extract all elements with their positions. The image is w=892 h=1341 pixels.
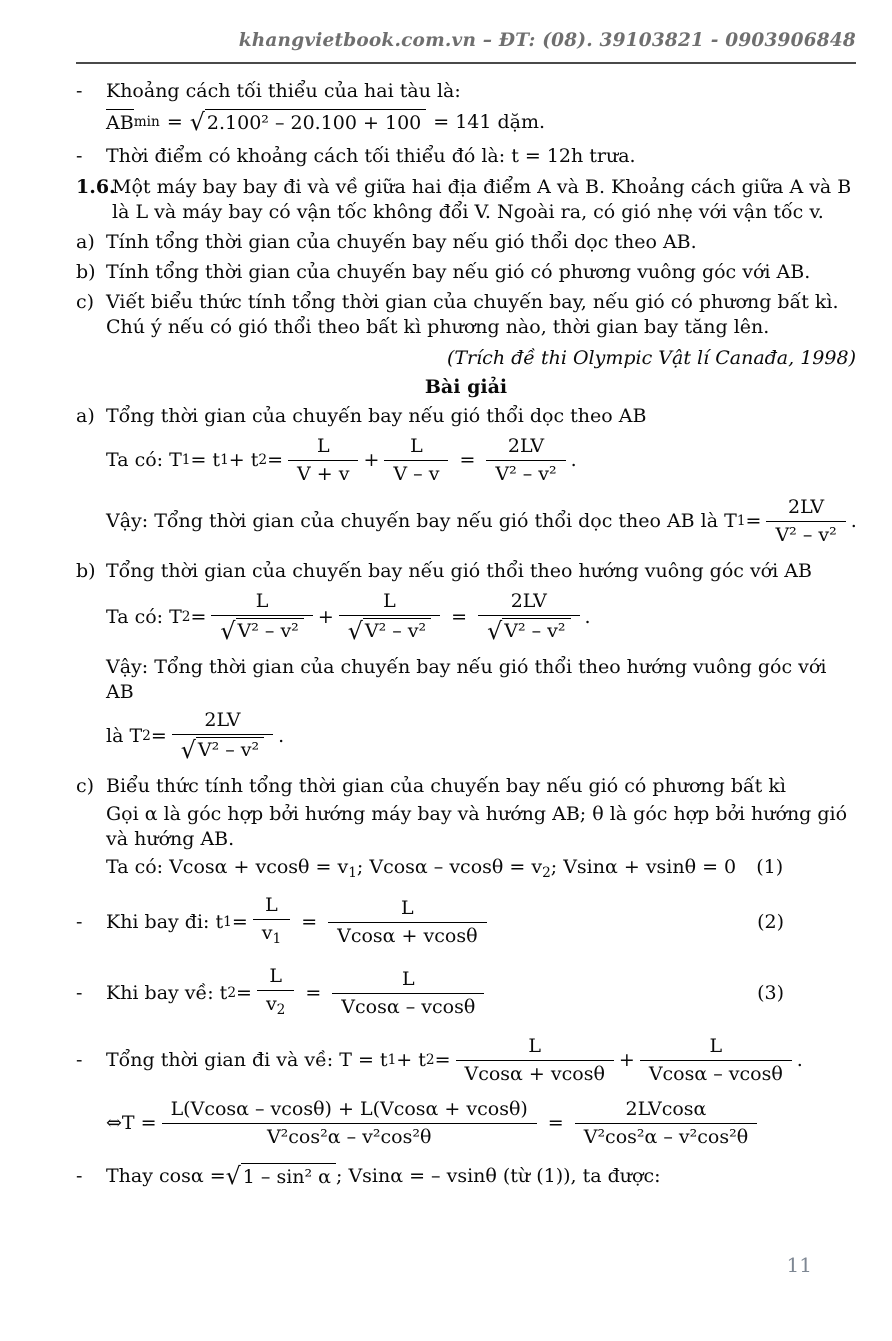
fraction <box>328 897 486 948</box>
equals-sign: = <box>305 981 322 1004</box>
fraction-denominator: V²cos²α – v²cos²θ <box>575 1123 757 1149</box>
row-solution-a-head <box>76 404 856 429</box>
fraction-denominator: V – v <box>384 460 448 486</box>
radicand: 1 – sin² α <box>241 1163 336 1190</box>
radicand: V² – v² <box>502 618 570 643</box>
fraction-numerator: 2LV <box>204 709 241 731</box>
fraction <box>456 1035 614 1086</box>
fraction-numerator: L <box>255 590 269 612</box>
problem-number: 1.6. <box>76 176 116 198</box>
dash-bullet: - <box>76 80 83 102</box>
total-sub: 1 <box>387 1052 397 1069</box>
item-c-label: c) <box>76 291 95 313</box>
equals-sign: = <box>547 1112 564 1135</box>
radical-sign: √ <box>487 617 503 645</box>
equals-sign: = <box>190 606 207 628</box>
fraction <box>172 709 273 764</box>
fraction-denominator <box>339 615 440 645</box>
eq1-mid: ; Vcosα – vcosθ = v <box>356 856 543 878</box>
fraction-denominator <box>253 919 290 951</box>
a-concl-lead: Vậy: Tổng thời gian của chuyến bay nếu gió thổi dọc theo AB là T <box>106 510 737 532</box>
row-substitution <box>76 1163 856 1190</box>
fraction <box>257 965 294 1022</box>
item-c-text: Viết biểu thức tính tổng thời gian của chuyến bay, nếu gió có phương bất kì. Chú ý nếu có gió thổi theo bất kì phương nào, thời gian bay tăng lên. <box>106 291 839 338</box>
equation-tag-1: (1) <box>756 856 784 878</box>
header-site-line: khangvietbook.com.vn – ĐT: (08). 39103821 - 0903906848 <box>238 30 856 51</box>
radical-sign: √ <box>189 108 205 136</box>
fraction <box>211 590 312 645</box>
fraction-denominator <box>211 615 312 645</box>
fraction <box>575 1098 757 1149</box>
radical-sign: √ <box>225 1162 241 1191</box>
plus-sign: + <box>618 1049 635 1072</box>
fraction <box>339 590 440 645</box>
eq1-mid: ; Vsinα + vsinθ = 0 <box>550 856 737 878</box>
fraction <box>766 496 845 547</box>
period: . <box>570 449 577 471</box>
row-source-citation: (Trích đề thi Olympic Vật lí Canađa, 1998) <box>446 347 856 369</box>
page-number: 11 <box>786 1253 812 1277</box>
subst-tail: ; Vsinα = – vsinθ (từ (1)), ta được: <box>336 1165 661 1188</box>
fraction-numerator: L <box>269 964 282 987</box>
row-item-b <box>76 260 856 285</box>
row-a-conclusion <box>106 496 856 547</box>
sqrt-radical <box>220 618 303 644</box>
back-sub: 2 <box>227 984 237 1001</box>
b-concl-lead: là T <box>106 725 143 747</box>
period: . <box>796 1049 803 1072</box>
denominator-base: v <box>261 921 273 944</box>
denominator-sub: 2 <box>276 1001 286 1018</box>
fraction-numerator: L <box>316 435 330 457</box>
t1-sub: 1 <box>220 452 229 468</box>
ab-result: = 141 dặm. <box>433 111 546 133</box>
fraction-denominator: V² – v² <box>486 460 565 486</box>
row-solution-b-head <box>76 559 856 584</box>
fraction-denominator: Vcosα – vcosθ <box>640 1060 792 1086</box>
row-ab-formula <box>106 109 856 136</box>
ab-subscript: min <box>133 114 160 130</box>
row-t1-formula <box>106 435 856 486</box>
radical-sign: √ <box>180 736 196 764</box>
plus-sign: + <box>363 449 380 471</box>
equals-sign: = <box>301 910 318 933</box>
a-concl-sub: 1 <box>736 513 746 529</box>
equals-sign: = <box>231 910 248 933</box>
fraction-numerator: L <box>401 896 414 919</box>
radical-sign: √ <box>347 617 363 645</box>
fraction-denominator <box>478 615 579 645</box>
radicand: V² – v² <box>236 618 304 643</box>
denominator-base: v <box>265 992 277 1015</box>
row-equivalence <box>106 1098 856 1149</box>
solution-a-label: a) <box>76 405 95 427</box>
row-total-time <box>76 1035 856 1086</box>
plus-sign: + <box>317 606 334 628</box>
row-item-a <box>76 230 856 255</box>
equals-sign: = <box>150 725 167 747</box>
subst-lead: Thay cosα = <box>106 1165 226 1188</box>
equals-sign: = <box>459 449 476 471</box>
dash-bullet: - <box>76 910 83 933</box>
radical-sign: √ <box>220 617 236 645</box>
dash-bullet: - <box>76 1165 83 1188</box>
radicand: V² – v² <box>363 618 431 643</box>
period: . <box>278 725 285 747</box>
denominator-sub: 1 <box>272 930 282 947</box>
equation-tag-3: (3) <box>757 981 784 1004</box>
fraction <box>486 435 565 486</box>
row-problem-1-6 <box>76 175 856 225</box>
b-concl-sub: 2 <box>142 728 151 744</box>
eq1-lead: Ta có: Vcosα + vcosθ = v <box>106 856 349 878</box>
fraction-denominator: Vcosα + vcosθ <box>328 922 486 948</box>
go-lead: Khi bay đi: t <box>106 910 224 933</box>
fraction-numerator: 2LVcosα <box>625 1098 707 1121</box>
t1-mid: = <box>267 449 284 471</box>
eq1-sub: 2 <box>542 864 551 881</box>
eq1-sub: 1 <box>348 864 357 881</box>
t1-mid: = t <box>190 449 221 471</box>
fraction-denominator: Vcosα – vcosθ <box>332 993 484 1019</box>
item-b-label: b) <box>76 261 96 283</box>
row-c-intro: Gọi α là góc hợp bởi hướng máy bay và hướng AB; θ là góc hợp bởi hướng gió và hướng AB. <box>106 803 848 850</box>
fraction-denominator: Vcosα + vcosθ <box>456 1060 614 1086</box>
fraction-numerator: L(Vcosα – vcosθ) + L(Vcosα + vcosθ) <box>170 1098 528 1121</box>
equals-sign: = <box>236 981 252 1004</box>
fraction-numerator: L <box>709 1035 723 1058</box>
period: . <box>584 606 591 628</box>
fraction <box>332 968 484 1019</box>
fraction <box>162 1098 537 1149</box>
sqrt-radical <box>348 618 431 644</box>
equiv-lead: T = <box>121 1112 157 1135</box>
radicand: 2.100² – 20.100 + 100 <box>205 109 426 136</box>
fraction <box>478 590 579 645</box>
item-a-label: a) <box>76 231 95 253</box>
sqrt-radical <box>487 618 570 644</box>
row-t2-formula <box>106 590 856 645</box>
row-solution-c-head <box>76 774 856 799</box>
t1-sub: 2 <box>258 452 268 468</box>
solution-b-label: b) <box>76 560 96 582</box>
total-sub: 2 <box>425 1052 435 1069</box>
item-b-text: Tính tổng thời gian của chuyến bay nếu gió có phương vuông góc với AB. <box>106 261 811 283</box>
fraction-numerator: L <box>383 590 396 612</box>
solution-c-head-text: Biểu thức tính tổng thời gian của chuyến bay nếu gió có phương bất kì <box>106 775 786 797</box>
fraction-numerator: 2LV <box>507 435 545 457</box>
t1-sub: 1 <box>181 452 191 468</box>
solution-a-head-text: Tổng thời gian của chuyến bay nếu gió thổi dọc theo AB <box>106 405 647 427</box>
equals-sign: = <box>166 111 183 133</box>
total-mid: + t <box>396 1049 426 1072</box>
row-equation-1 <box>106 855 856 886</box>
ab-overline: AB <box>106 109 134 136</box>
fraction-numerator: L <box>401 967 415 990</box>
sqrt-radical <box>190 109 426 136</box>
row-flight-back <box>76 965 856 1022</box>
sqrt-radical <box>226 1163 336 1190</box>
double-arrow-symbol: ⇔ <box>106 1112 122 1135</box>
fraction-denominator <box>257 990 294 1022</box>
fraction-numerator: 2LV <box>510 590 547 612</box>
fraction <box>253 894 290 951</box>
dash-bullet: - <box>76 1049 83 1072</box>
fraction-numerator: L <box>410 435 423 457</box>
fraction-denominator: V + v <box>288 460 358 486</box>
equals-sign: = <box>451 606 468 628</box>
period: . <box>850 510 857 532</box>
problem-statement: Một máy bay bay đi và về giữa hai địa điểm A và B. Khoảng cách giữa A và B là L và máy bay có vận tốc không đổi V. Ngoài ra, có gió nhẹ với vận tốc v. <box>112 176 852 223</box>
equation-tag-2: (2) <box>757 910 784 933</box>
fraction-numerator: 2LV <box>787 496 825 518</box>
fraction-denominator: V² – v² <box>766 521 845 547</box>
row-b-conclusion-1: Vậy: Tổng thời gian của chuyến bay nếu gió thổi theo hướng vuông góc với AB <box>106 656 827 703</box>
solution-b-head-text: Tổng thời gian của chuyến bay nếu gió thổi theo hướng vuông góc với AB <box>106 560 812 582</box>
row-item-c <box>76 290 856 340</box>
row-b-conclusion-2 <box>106 709 856 764</box>
equals-sign: = <box>434 1049 451 1072</box>
time-min-text: Thời điểm có khoảng cách tối thiểu đó là: t = 12h trưa. <box>106 145 636 167</box>
fraction <box>640 1035 792 1086</box>
t1-mid: + t <box>228 449 259 471</box>
solution-title: Bài giải <box>424 376 508 398</box>
go-sub: 1 <box>223 913 232 930</box>
fraction <box>384 435 448 486</box>
fraction <box>288 435 358 486</box>
fraction-numerator: L <box>265 893 278 916</box>
t2-lead: Ta có: T <box>106 606 182 628</box>
fraction-denominator: V²cos²α – v²cos²θ <box>162 1123 537 1149</box>
header-divider <box>76 62 856 64</box>
row-flight-go <box>76 894 856 951</box>
back-lead: Khi bay về: t <box>106 981 228 1004</box>
dash-bullet: - <box>76 145 83 167</box>
equals-sign: = <box>745 510 762 532</box>
sqrt-radical <box>181 737 264 763</box>
min-distance-text: Khoảng cách tối thiểu của hai tàu là: <box>106 80 461 102</box>
row-time-min <box>76 144 856 169</box>
t1-lead: Ta có: T <box>106 449 182 471</box>
row-min-distance <box>76 79 856 104</box>
t2-sub: 2 <box>181 609 191 625</box>
radicand: V² – v² <box>196 737 264 762</box>
solution-c-label: c) <box>76 775 95 797</box>
dash-bullet: - <box>76 981 83 1004</box>
total-lead: Tổng thời gian đi và về: T = t <box>106 1049 388 1072</box>
fraction-denominator <box>172 734 273 764</box>
item-a-text: Tính tổng thời gian của chuyến bay nếu gió thổi dọc theo AB. <box>106 231 697 253</box>
fraction-numerator: L <box>528 1035 541 1058</box>
